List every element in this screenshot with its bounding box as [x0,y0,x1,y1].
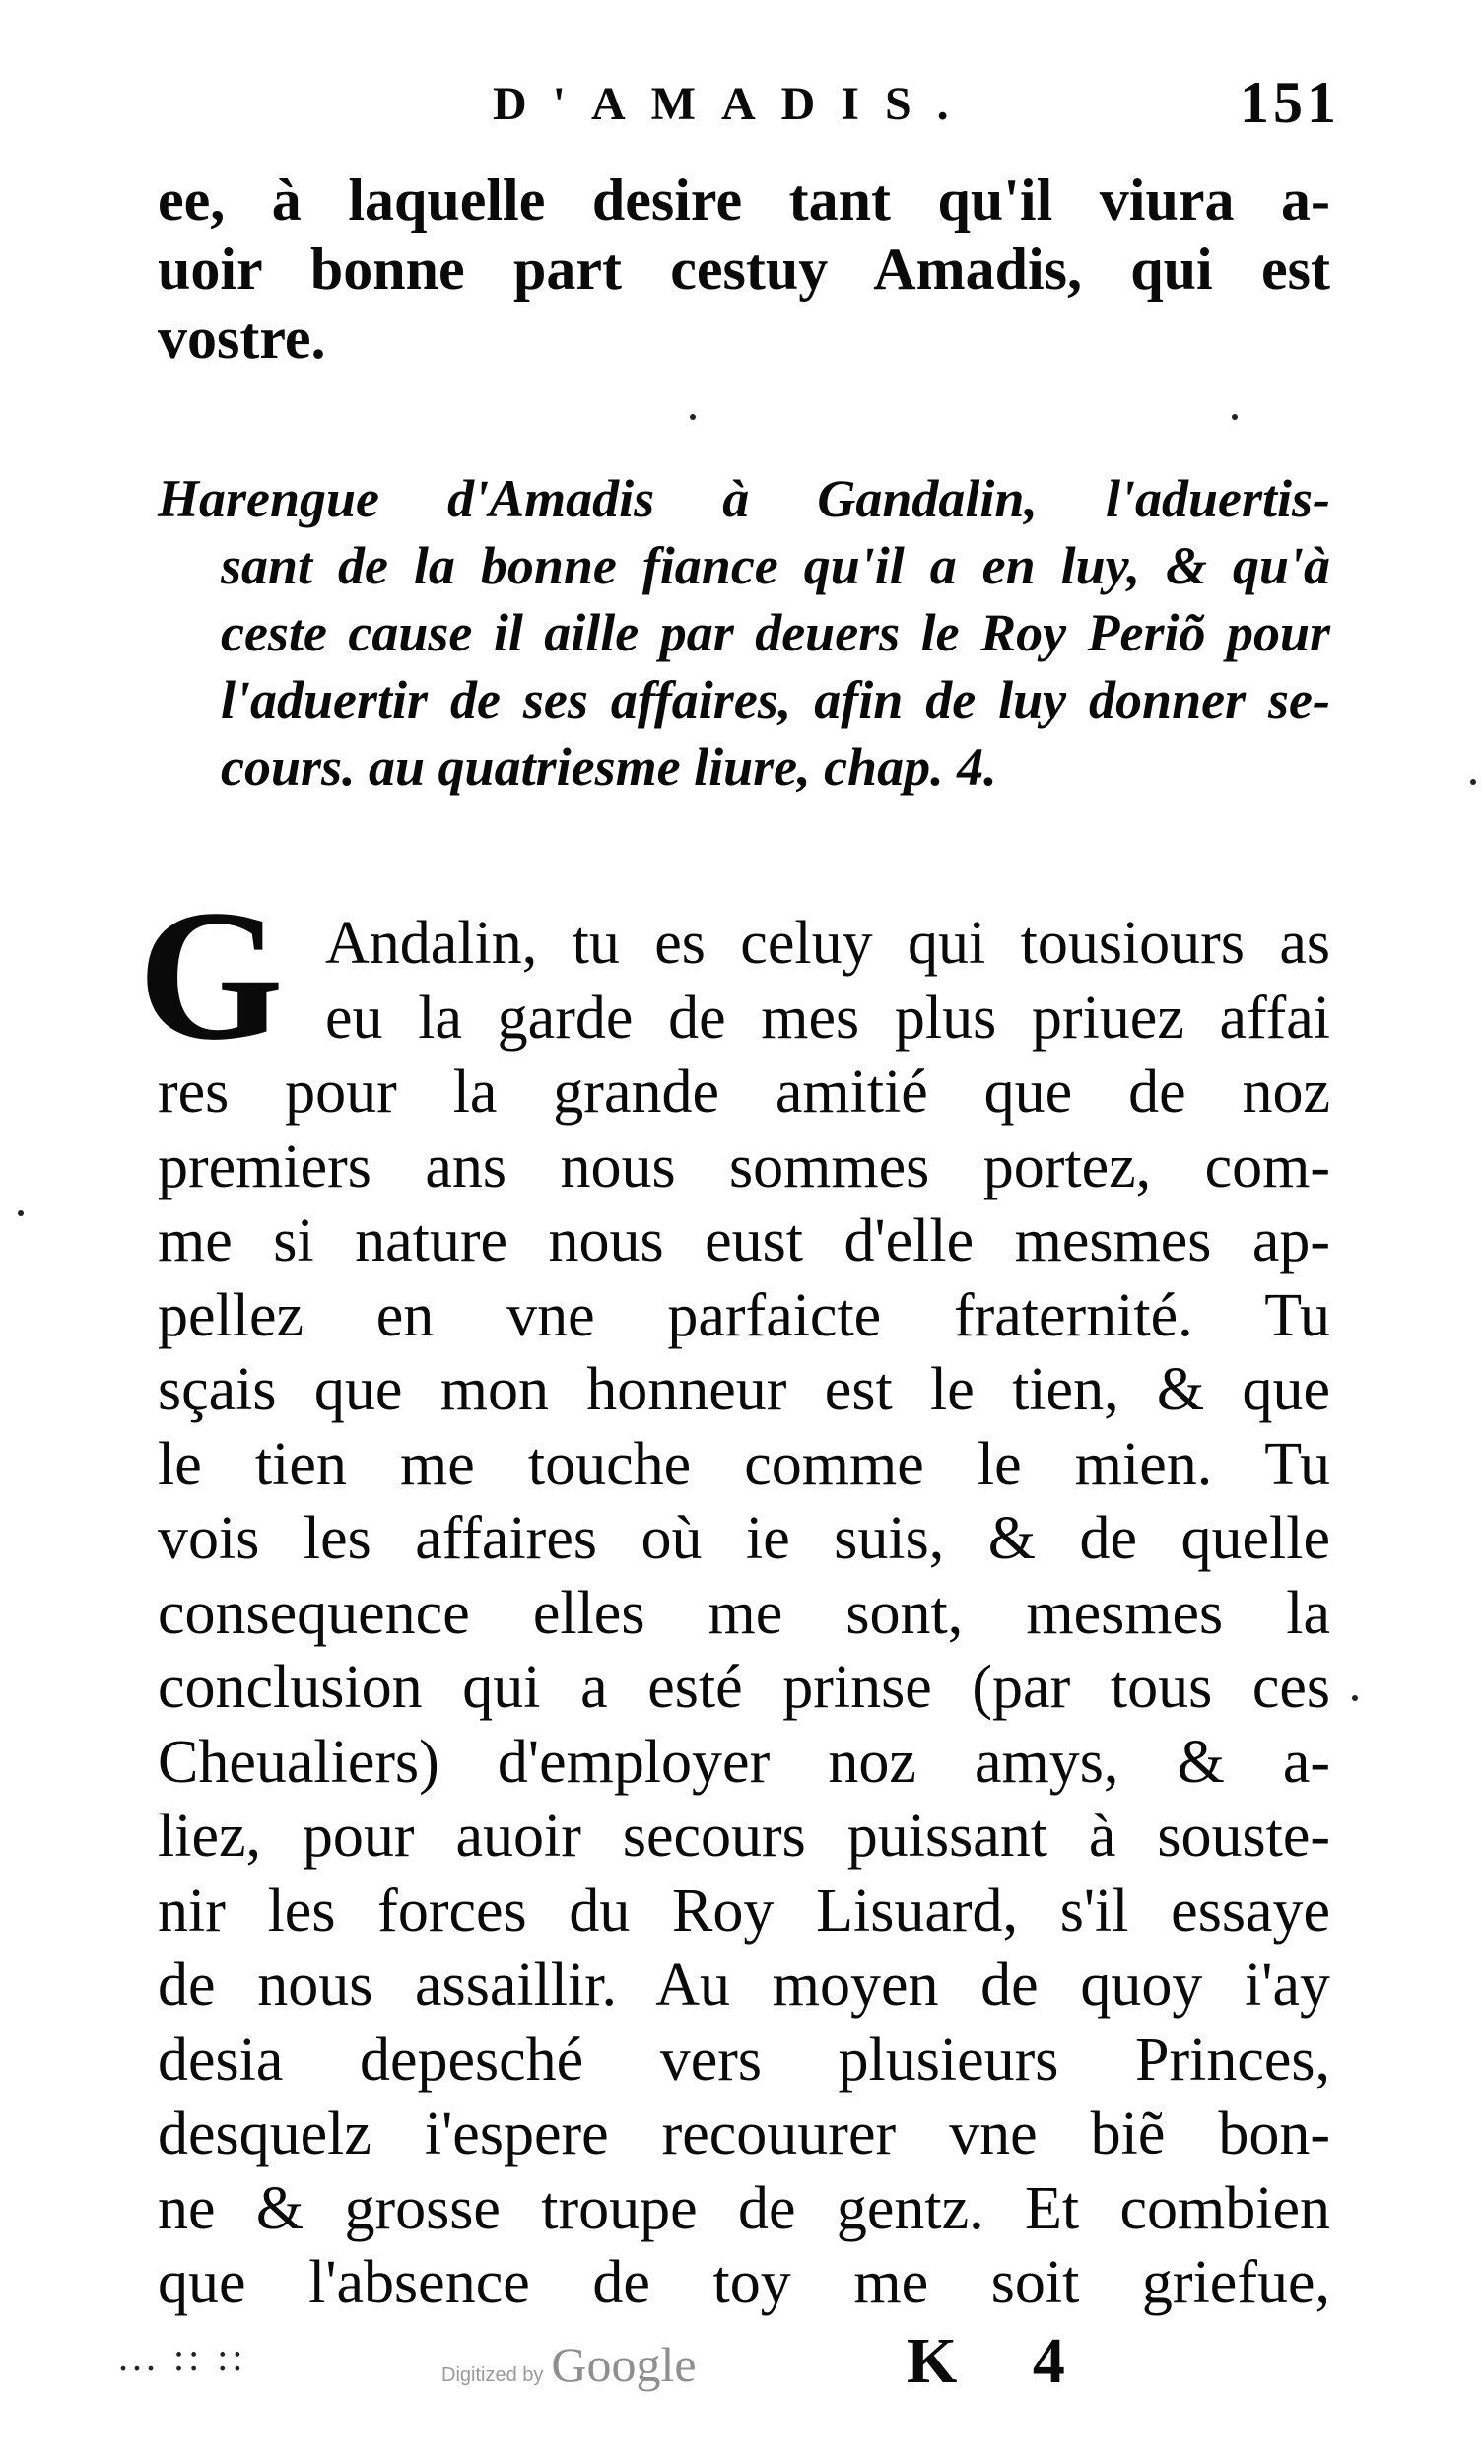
ink-speck [1232,414,1238,420]
footer-marks: ... :: :: [118,2335,247,2379]
digitized-label: Digitized by [441,2364,544,2386]
ink-speck [690,414,696,420]
heading-line: l'aduertir de ses affaires, afin de luy donner se- [221,670,1330,729]
body-line: que l'absence de toy me soit griefue, [158,2249,1330,2316]
heading-line: ceste cause il aille par deuers le Roy Periõ pour [221,603,1330,662]
body-line: res pour la grande amitié que de noz [158,1059,1330,1126]
intro-paragraph [158,166,1330,373]
ink-speck [1352,1695,1358,1701]
body-line: de nous assaillir. Au moyen de quoy i'ay [158,1951,1330,2019]
body-line: vois les affaires où ie suis, & de quelle [158,1505,1330,1572]
page-number: 151 [1240,70,1340,135]
intro-line: ee, à laquelle desire tant qu'il viura a- [158,168,1330,233]
running-title: D'AMADIS. [493,78,975,130]
body-line: nir les forces du Roy Lisuard, s'il essaye [158,1877,1330,1945]
body-line: conclusion qui a esté prinse (par tous ces [158,1654,1330,1721]
body-line: consequence elles me sont, mesmes la [158,1579,1330,1647]
body-line: desia depesché vers plusieurs Princes, [158,2025,1330,2093]
body-line: Cheualiers) d'employer noz amys, & a- [158,1728,1330,1796]
google-logo: Google [551,2337,697,2392]
intro-line: vostre. [158,306,326,371]
intro-line: uoir bonne part cestuy Amadis, qui est [158,237,1330,302]
body-line: sçais que mon honneur est le tien, & que [158,1356,1330,1423]
body-line: me si nature nous eust d'elle mesmes ap- [158,1207,1330,1274]
page-header [434,70,1340,156]
body-line: premiers ans nous sommes portez, com- [158,1132,1330,1200]
digitized-watermark [441,2336,697,2393]
body-line: Andalin, tu es celuy qui tousiours as [325,910,1330,977]
heading-line: Harengue d'Amadis à Gandalin, l'aduertis- [158,469,1330,528]
chapter-heading [158,465,1330,800]
signature-mark: K 4 [907,2325,1095,2397]
heading-line: cours. au quatriesme liure, chap. 4. [221,737,997,796]
body-line: desquelz i'espere recouurer vne biẽ bon- [158,2100,1330,2167]
body-line: le tien me touche comme le mien. Tu [158,1430,1330,1498]
body-line: liez, pour auoir secours puissant à souste- [158,1803,1330,1870]
body-line: eu la garde de mes plus priuez affai [325,984,1330,1052]
body-line: ne & grosse troupe de gentz. Et combien [158,2174,1330,2242]
ink-speck [18,1210,24,1216]
ink-speck [1470,779,1476,785]
drop-cap: G [138,872,284,1079]
body-paragraph [158,907,1330,2321]
body-line: pellez en vne parfaicte fraternité. Tu [158,1281,1330,1349]
heading-line: sant de la bonne fiance qu'il a en luy, & qu'à [221,536,1330,595]
